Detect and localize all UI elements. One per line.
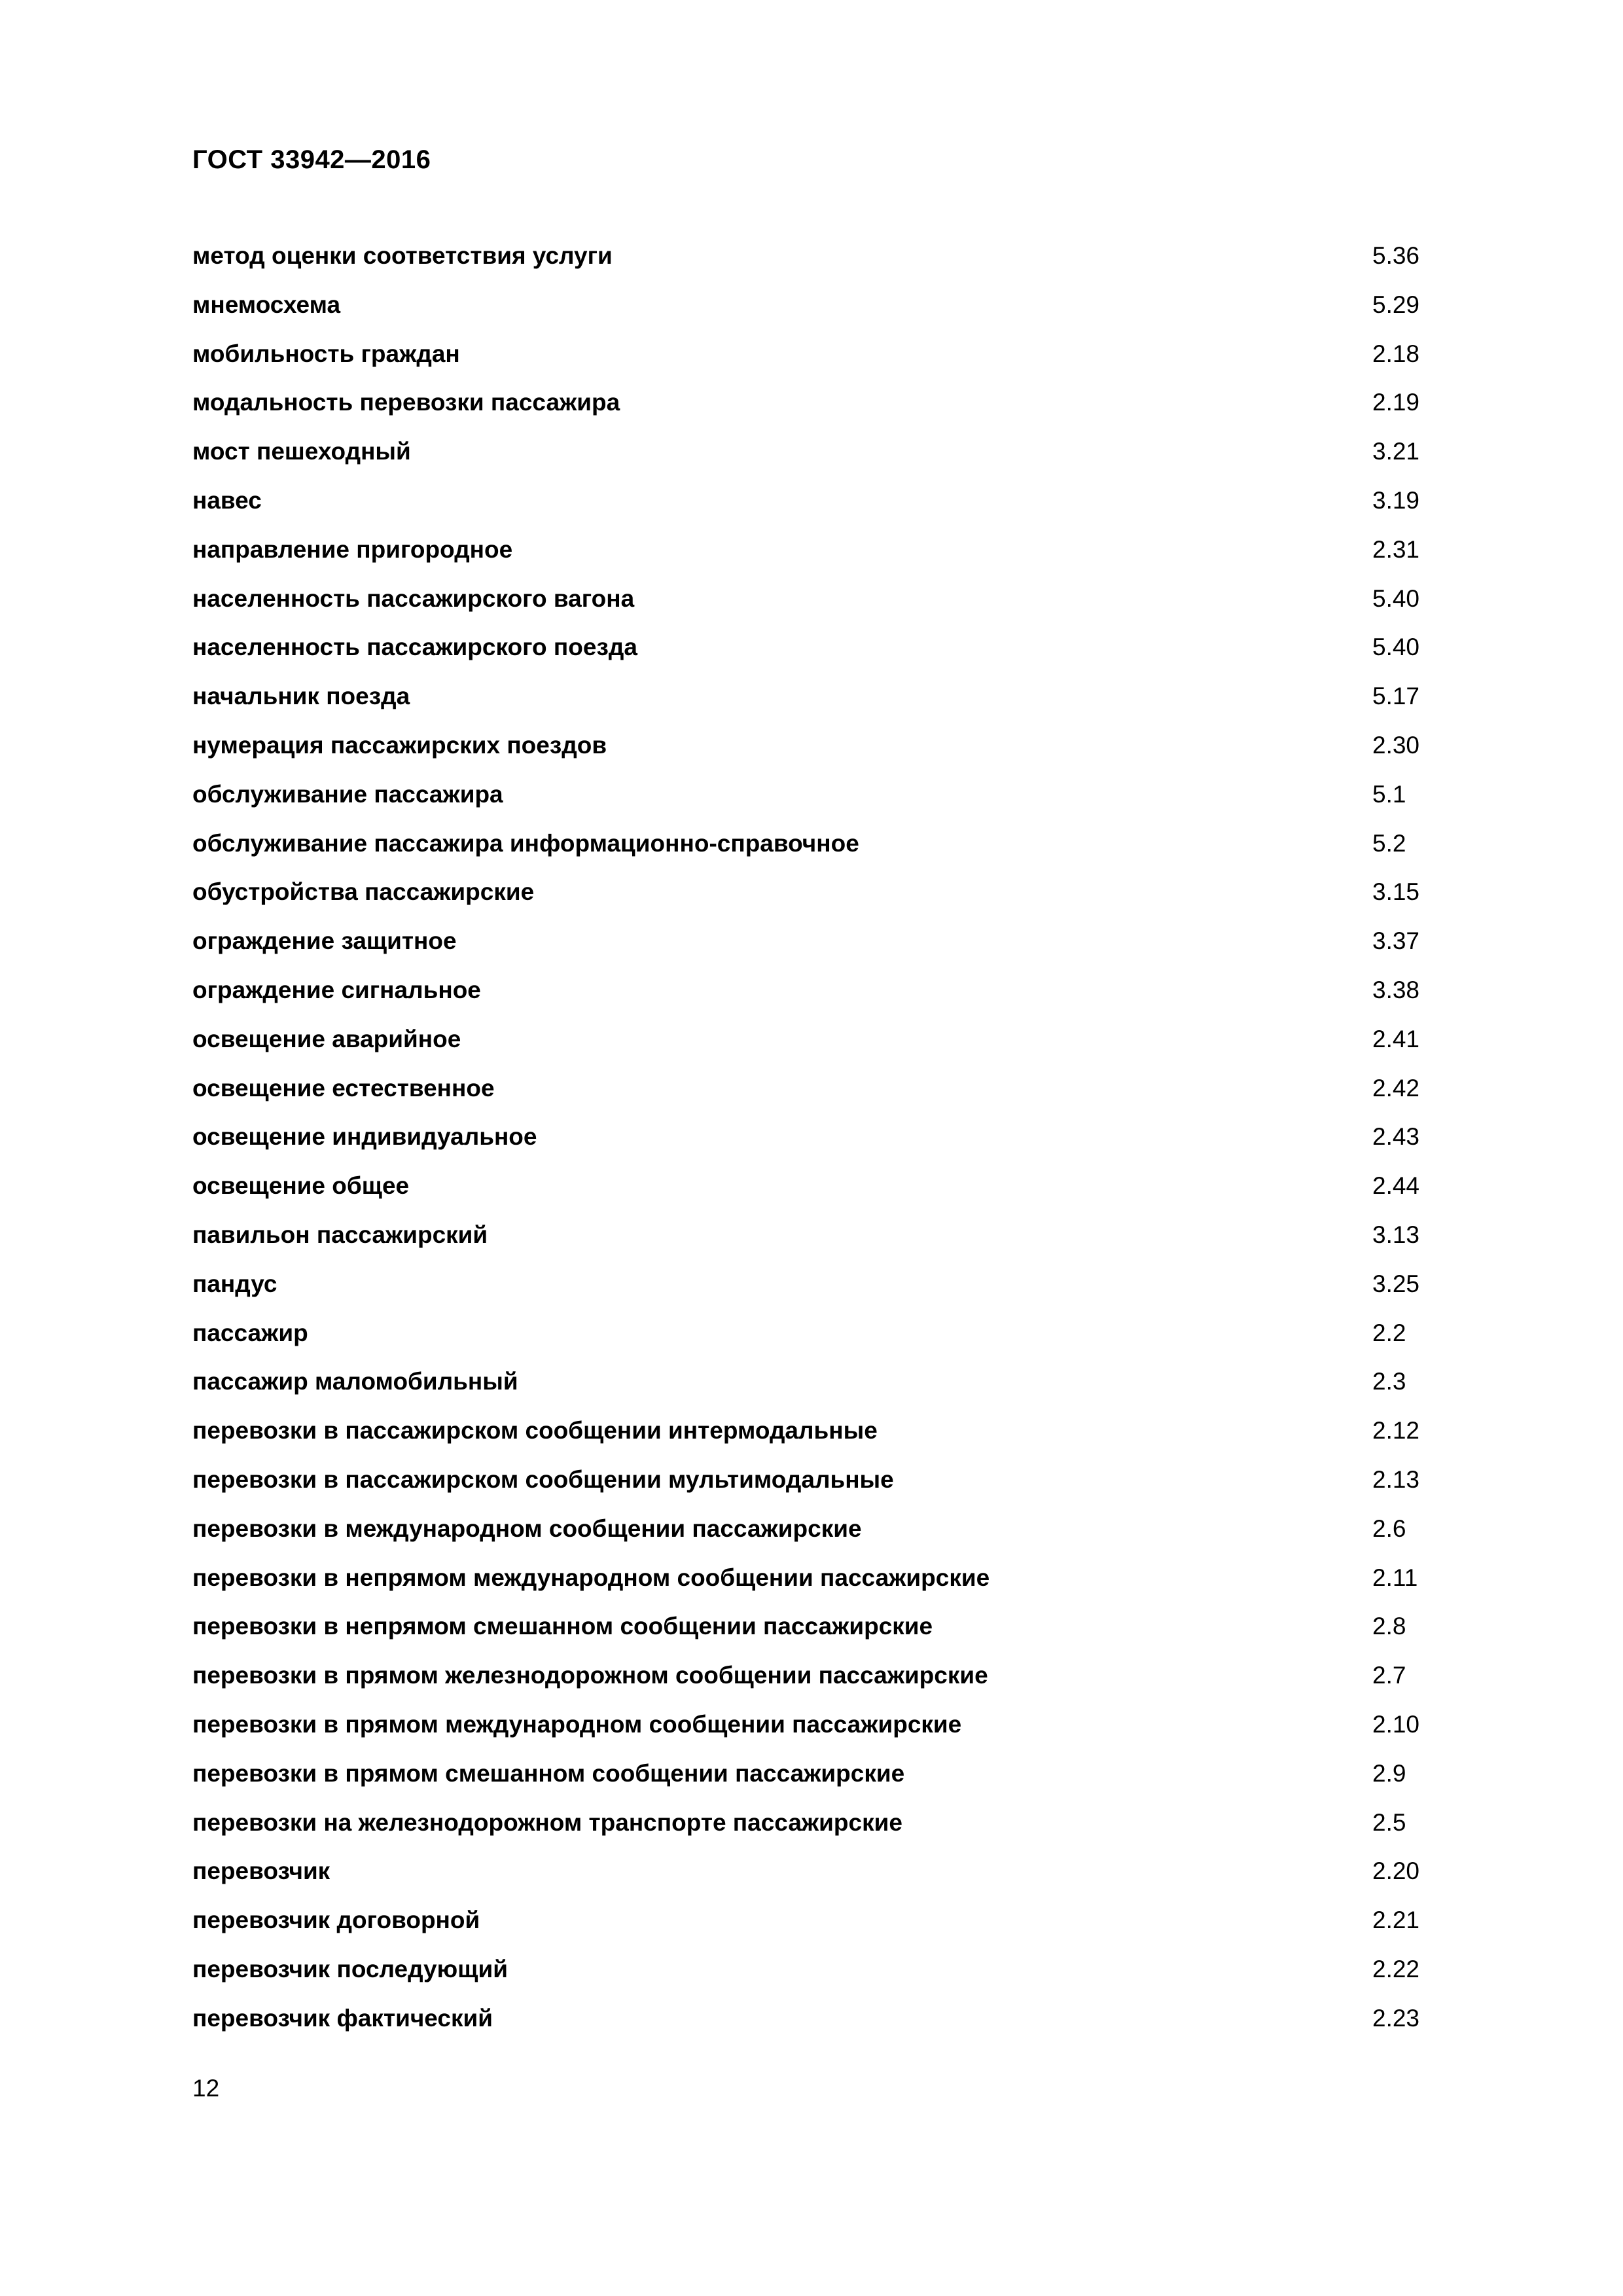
index-term: перевозки в прямом железнодорожном сообщении пассажирские xyxy=(192,1662,988,1689)
index-reference: 3.25 xyxy=(1372,1270,1420,1297)
index-reference: 2.31 xyxy=(1372,535,1420,563)
index-entry xyxy=(192,874,1420,923)
index-reference: 2.19 xyxy=(1372,389,1420,416)
index-reference: 5.36 xyxy=(1372,242,1420,269)
index-term: нумерация пассажирских поездов xyxy=(192,731,607,759)
index-reference: 2.3 xyxy=(1372,1368,1406,1395)
index-reference: 2.9 xyxy=(1372,1759,1406,1787)
index-entry xyxy=(192,1511,1416,1560)
index-entry xyxy=(192,972,1420,1021)
index-entry xyxy=(192,287,1420,336)
index-entry xyxy=(192,1951,1420,2000)
index-term: мост пешеходный xyxy=(192,438,411,465)
index-term: освещение естественное xyxy=(192,1074,495,1102)
index-reference: 2.41 xyxy=(1372,1025,1420,1052)
index-entry xyxy=(192,629,1420,678)
index-entry xyxy=(192,1608,1416,1657)
index-entry xyxy=(192,238,1420,287)
index-reference: 5.17 xyxy=(1372,683,1420,710)
index-term: павильон пассажирский xyxy=(192,1221,488,1248)
index-reference: 2.44 xyxy=(1372,1172,1420,1200)
index-entry xyxy=(192,1560,1416,1609)
index-term: перевозки в международном сообщении пассажирские xyxy=(192,1515,862,1542)
index-term: навес xyxy=(192,486,262,514)
index-reference: 2.5 xyxy=(1372,1808,1406,1836)
index-term: освещение аварийное xyxy=(192,1025,461,1052)
index-entry xyxy=(192,678,1420,727)
index-term: освещение общее xyxy=(192,1172,410,1200)
index-entry xyxy=(192,1217,1420,1266)
index-reference: 3.15 xyxy=(1372,878,1420,906)
index-entry xyxy=(192,1755,1416,1804)
index-entry xyxy=(192,482,1420,531)
index-term: обслуживание пассажира xyxy=(192,780,503,808)
index-term: начальник поезда xyxy=(192,683,410,710)
index-entry xyxy=(192,531,1420,581)
index-reference: 2.30 xyxy=(1372,731,1420,759)
index-reference: 2.11 xyxy=(1372,1564,1418,1591)
index-term: мнемосхема xyxy=(192,291,341,318)
index-reference: 2.21 xyxy=(1372,1907,1420,1934)
index-entry xyxy=(192,727,1420,776)
index-entry xyxy=(192,581,1420,630)
index-term: обслуживание пассажира информационно-справочное xyxy=(192,829,859,857)
index-entry xyxy=(192,825,1416,874)
index-entry xyxy=(192,384,1420,433)
index-entry xyxy=(192,1902,1420,1951)
index-reference: 3.21 xyxy=(1372,438,1420,465)
index-entry xyxy=(192,776,1416,825)
index-entry xyxy=(192,1363,1416,1412)
index-term: модальность перевозки пассажира xyxy=(192,389,620,416)
index-reference: 3.19 xyxy=(1372,486,1420,514)
index-reference: 2.20 xyxy=(1372,1857,1420,1885)
index-reference: 2.42 xyxy=(1372,1074,1420,1102)
index-reference: 2.6 xyxy=(1372,1515,1406,1542)
index-term: ограждение защитное xyxy=(192,927,457,955)
index-entry xyxy=(192,1462,1420,1511)
index-term: перевозки в непрямом международном сообщении пассажирские xyxy=(192,1564,990,1591)
index-term: пандус xyxy=(192,1270,277,1297)
index-reference: 2.13 xyxy=(1372,1465,1420,1493)
index-term: перевозчик фактический xyxy=(192,2004,493,2032)
index-term: пассажир маломобильный xyxy=(192,1368,518,1395)
index-term: перевозчик xyxy=(192,1857,330,1885)
index-term: перевозки в прямом международном сообщении пассажирские xyxy=(192,1710,962,1738)
index-term: перевозчик договорной xyxy=(192,1907,480,1934)
document-header: ГОСТ 33942—2016 xyxy=(192,145,431,174)
index-term: перевозчик последующий xyxy=(192,1955,508,1982)
index-term: населенность пассажирского поезда xyxy=(192,634,637,661)
index-term: мобильность граждан xyxy=(192,340,460,367)
index-entry xyxy=(192,1853,1420,1902)
index-entry xyxy=(192,1657,1416,1706)
index-term: перевозки в пассажирском сообщении интермодальные xyxy=(192,1417,878,1444)
index-reference: 2.43 xyxy=(1372,1123,1420,1151)
index-term: перевозки в пассажирском сообщении мультимодальные xyxy=(192,1465,894,1493)
index-term: пассажир xyxy=(192,1319,308,1346)
index-entry xyxy=(192,336,1420,385)
index-reference: 2.22 xyxy=(1372,1955,1420,1982)
index-entry xyxy=(192,1119,1420,1168)
index-entry xyxy=(192,1021,1420,1070)
index-term: освещение индивидуальное xyxy=(192,1123,537,1151)
index-reference: 2.7 xyxy=(1372,1662,1406,1689)
index-reference: 5.2 xyxy=(1372,829,1406,857)
alphabetical-index xyxy=(192,238,1420,2049)
index-reference: 5.40 xyxy=(1372,584,1420,612)
index-reference: 3.37 xyxy=(1372,927,1420,955)
index-reference: 2.2 xyxy=(1372,1319,1406,1346)
index-entry xyxy=(192,1804,1416,1854)
index-entry xyxy=(192,2000,1420,2049)
index-reference: 3.38 xyxy=(1372,976,1420,1003)
index-entry xyxy=(192,1315,1416,1364)
index-term: перевозки в прямом смешанном сообщении пассажирские xyxy=(192,1759,905,1787)
index-reference: 2.23 xyxy=(1372,2004,1420,2032)
index-entry xyxy=(192,1706,1420,1755)
index-term: населенность пассажирского вагона xyxy=(192,584,635,612)
index-term: обустройства пассажирские xyxy=(192,878,535,906)
index-entry xyxy=(192,923,1420,972)
index-reference: 3.13 xyxy=(1372,1221,1420,1248)
index-entry xyxy=(192,1266,1420,1315)
index-reference: 2.18 xyxy=(1372,340,1420,367)
index-entry xyxy=(192,1168,1420,1217)
index-reference: 2.10 xyxy=(1372,1710,1420,1738)
index-term: направление пригородное xyxy=(192,535,513,563)
index-reference: 2.12 xyxy=(1372,1417,1420,1444)
index-entry xyxy=(192,1412,1420,1462)
index-reference: 5.29 xyxy=(1372,291,1420,318)
page-number: 12 xyxy=(192,2075,220,2102)
index-term: перевозки в непрямом смешанном сообщении пассажирские xyxy=(192,1613,933,1640)
index-term: перевозки на железнодорожном транспорте пассажирские xyxy=(192,1808,902,1836)
index-entry xyxy=(192,1070,1420,1119)
index-reference: 5.40 xyxy=(1372,634,1420,661)
index-entry xyxy=(192,433,1420,482)
index-term: ограждение сигнальное xyxy=(192,976,481,1003)
index-term: метод оценки соответствия услуги xyxy=(192,242,613,269)
index-reference: 2.8 xyxy=(1372,1613,1406,1640)
index-reference: 5.1 xyxy=(1372,780,1406,808)
